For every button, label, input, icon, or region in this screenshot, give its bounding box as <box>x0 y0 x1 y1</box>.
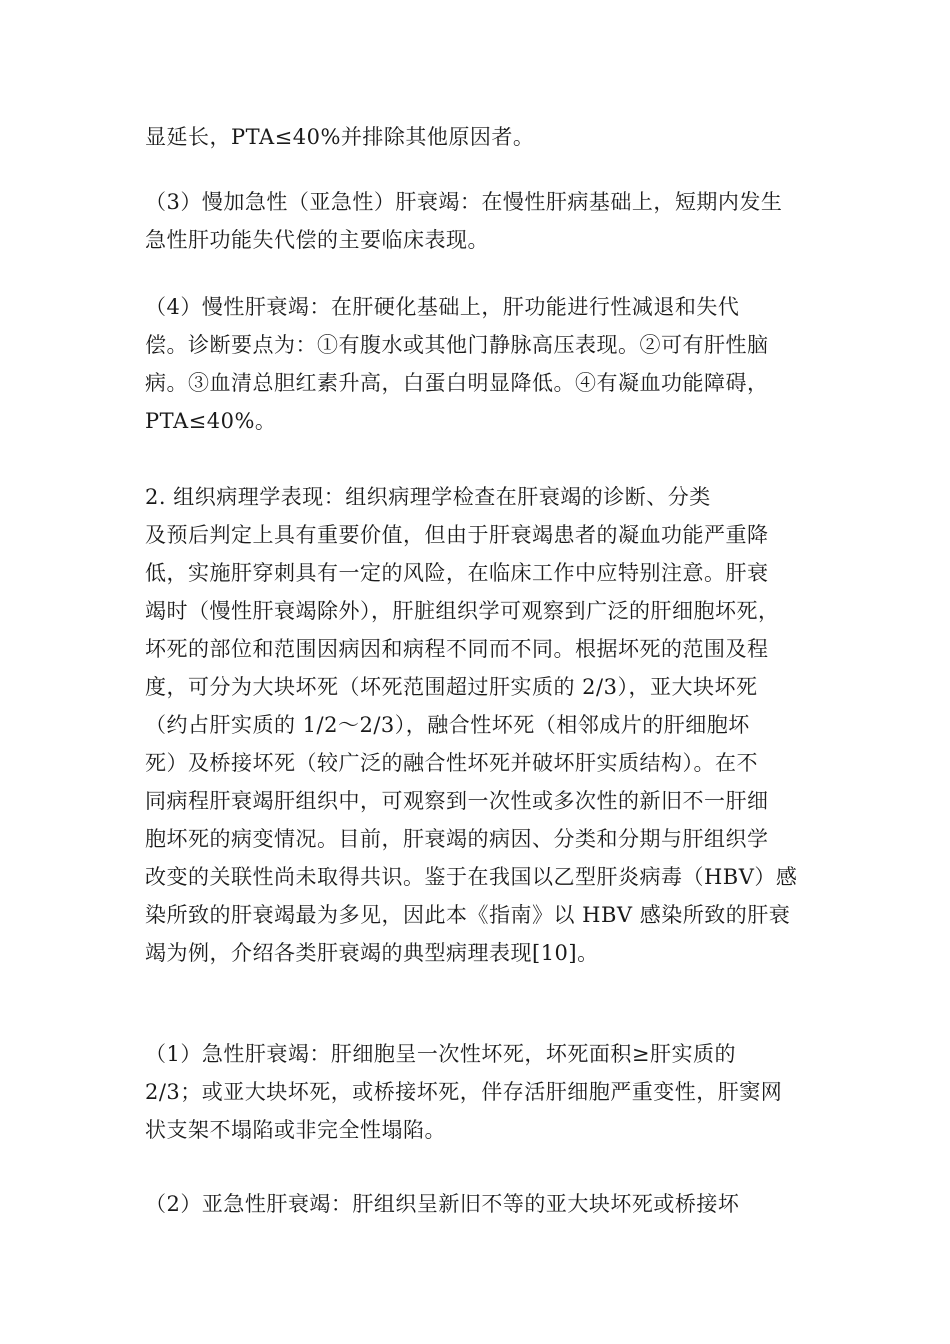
text-line: 2. 组织病理学表现：组织病理学检查在肝衰竭的诊断、分类 <box>145 485 711 509</box>
text-line: 及预后判定上具有重要价值，但由于肝衰竭患者的凝血功能严重降 <box>145 523 769 547</box>
paragraph-acute-on-chronic <box>145 183 835 259</box>
text-line: 死）及桥接坏死（较广泛的融合性坏死并破坏肝实质结构）。在不 <box>145 751 758 775</box>
paragraph-1 <box>145 118 835 156</box>
text-line: 低，实施肝穿刺具有一定的风险，在临床工作中应特别注意。肝衰 <box>145 561 769 585</box>
text-line: 显延长，PTA≤40%并排除其他原因者。 <box>145 125 535 149</box>
text-line: PTA≤40%。 <box>145 409 277 433</box>
text-line: （3）慢加急性（亚急性）肝衰竭：在慢性肝病基础上，短期内发生 <box>145 190 783 214</box>
text-line: 状支架不塌陷或非完全性塌陷。 <box>145 1118 446 1142</box>
paragraph-subacute <box>145 1185 835 1223</box>
text-line: 染所致的肝衰竭最为多见，因此本《指南》以 HBV 感染所致的肝衰 <box>145 903 791 927</box>
text-line: （2）亚急性肝衰竭：肝组织呈新旧不等的亚大块坏死或桥接坏 <box>145 1192 740 1216</box>
text-line: 改变的关联性尚未取得共识。鉴于在我国以乙型肝炎病毒（HBV）感 <box>145 865 798 889</box>
text-line: 2/3；或亚大块坏死，或桥接坏死，伴存活肝细胞严重变性，肝窦网 <box>145 1080 783 1104</box>
text-line: 竭时（慢性肝衰竭除外），肝脏组织学可观察到广泛的肝细胞坏死， <box>145 599 780 623</box>
paragraph-histopathology <box>145 478 835 972</box>
text-line: 急性肝功能失代偿的主要临床表现。 <box>145 228 489 252</box>
text-line: 同病程肝衰竭肝组织中，可观察到一次性或多次性的新旧不一肝细 <box>145 789 769 813</box>
text-line: （1）急性肝衰竭：肝细胞呈一次性坏死，坏死面积≥肝实质的 <box>145 1042 736 1066</box>
text-line: 竭为例，介绍各类肝衰竭的典型病理表现[10]。 <box>145 941 599 965</box>
paragraph-acute <box>145 1035 835 1149</box>
text-line: 坏死的部位和范围因病因和病程不同而不同。根据坏死的范围及程 <box>145 637 769 661</box>
paragraph-chronic <box>145 288 835 440</box>
text-line: （4）慢性肝衰竭：在肝硬化基础上，肝功能进行性减退和失代 <box>145 295 740 319</box>
text-line: （约占肝实质的 1/2～2/3），融合性坏死（相邻成片的肝细胞坏 <box>145 713 750 737</box>
text-line: 偿。诊断要点为：①有腹水或其他门静脉高压表现。②可有肝性脑 <box>145 333 769 357</box>
text-line: 病。③血清总胆红素升高，白蛋白明显降低。④有凝血功能障碍， <box>145 371 769 395</box>
text-line: 胞坏死的病变情况。目前，肝衰竭的病因、分类和分期与肝组织学 <box>145 827 769 851</box>
text-line: 度，可分为大块坏死（坏死范围超过肝实质的 2/3），亚大块坏死 <box>145 675 758 699</box>
